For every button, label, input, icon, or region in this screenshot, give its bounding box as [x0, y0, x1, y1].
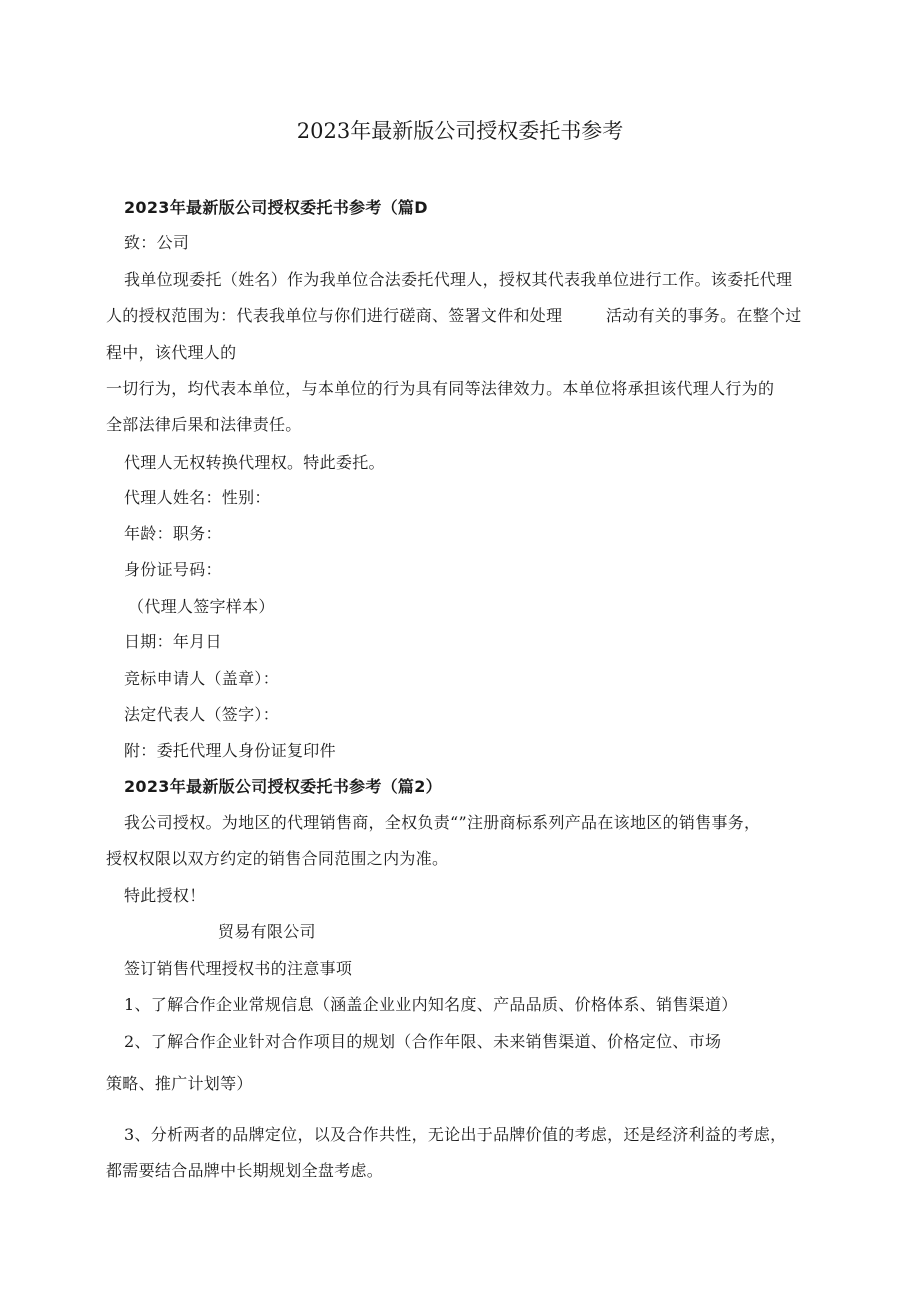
attachment-note: 附：委托代理人身份证复印件	[124, 741, 336, 760]
para1-line2b: 活动有关的事务。在整个过	[606, 306, 802, 325]
note-item-3-line2: 都需要结合品牌中长期规划全盘考虑。	[106, 1161, 384, 1180]
no-transfer-line: 代理人无权转换代理权。特此委托。	[124, 453, 385, 472]
document-title: 2023年最新版公司授权委托书参考	[296, 119, 624, 143]
company-name: 贸易有限公司	[218, 922, 316, 941]
id-number: 身份证号码：	[124, 560, 222, 579]
bidder-seal: 竞标申请人（盖章）：	[124, 669, 280, 688]
section2-heading: 2023年最新版公司授权委托书参考（篇2）	[124, 777, 442, 796]
agent-name-gender: 代理人姓名：性别：	[124, 488, 271, 507]
date-line: 日期：年月日	[124, 632, 222, 651]
para2-line1: 一切行为，均代表本单位，与本单位的行为具有同等法律效力。本单位将承担该代理人行为的	[106, 379, 775, 398]
section2-para-line1: 我公司授权。为地区的代理销售商，全权负责“”注册商标系列产品在该地区的销售事务，	[124, 813, 761, 832]
age-title: 年龄：职务：	[124, 524, 222, 543]
para2-line2: 全部法律后果和法律责任。	[106, 415, 302, 434]
section2-para-line2: 授权权限以双方约定的销售合同范围之内为准。	[106, 849, 449, 868]
note-item-3-line1: 3、分析两者的品牌定位，以及合作共性，无论出于品牌价值的考虑，还是经济利益的考虑，	[124, 1125, 787, 1144]
note-item-2-line2: 策略、推广计划等）	[106, 1074, 253, 1093]
note-item-2-line1: 2、了解合作企业针对合作项目的规划（合作年限、未来销售渠道、价格定位、市场	[124, 1032, 722, 1051]
signature-sample: （代理人签字样本）	[128, 597, 275, 616]
notes-heading: 签订销售代理授权书的注意事项	[124, 959, 353, 978]
para1-line3: 程中，该代理人的	[106, 343, 237, 362]
salutation: 致：公司	[124, 233, 190, 252]
legal-representative: 法定代表人（签字）：	[124, 705, 280, 724]
para1-line2a: 人的授权范围为：代表我单位与你们进行磋商、签署文件和处理	[106, 306, 563, 325]
para1-line1: 我单位现委托（姓名）作为我单位合法委托代理人，授权其代表我单位进行工作。该委托代理	[124, 270, 793, 289]
section1-heading: 2023年最新版公司授权委托书参考（篇D	[124, 198, 428, 217]
note-item-1: 1、了解合作企业常规信息（涵盖企业业内知名度、产品品质、价格体系、销售渠道）	[124, 995, 738, 1014]
special-authorization: 特此授权！	[124, 886, 206, 905]
